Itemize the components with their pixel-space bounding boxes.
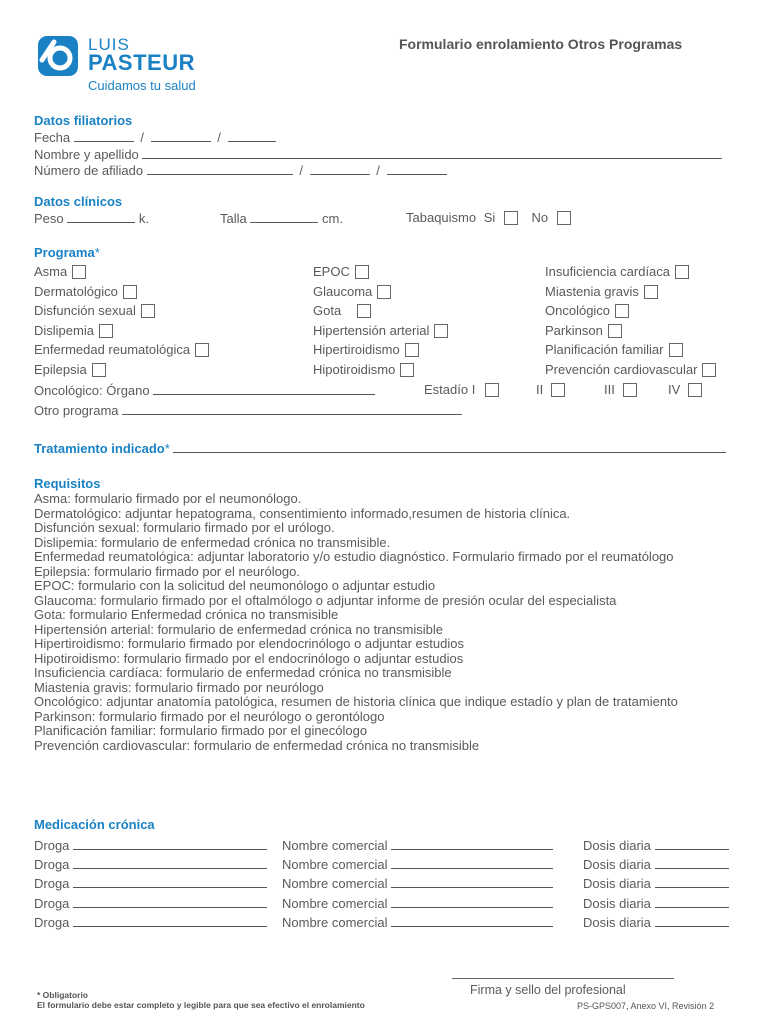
tratamiento-row [34, 440, 726, 456]
program-label: Planificación familiar [545, 342, 664, 357]
medicacion-row [583, 856, 729, 872]
nombre-comercial-label: Nombre comercial [282, 857, 388, 872]
medicacion-row [583, 895, 729, 911]
glaucoma-checkbox[interactable] [377, 285, 391, 299]
section-datos-filiatorios: Datos filiatorios [34, 113, 133, 128]
planificacion-checkbox[interactable] [669, 343, 683, 357]
tabaquismo-no-checkbox[interactable] [557, 211, 571, 225]
programa-item-reumatologica [34, 342, 209, 357]
talla-label: Talla [220, 211, 247, 226]
dosis-field[interactable] [655, 856, 729, 869]
peso-label: Peso [34, 211, 64, 226]
program-label: EPOC [313, 264, 350, 279]
programa-item-insuficiencia [545, 264, 689, 279]
nombre-comercial-label: Nombre comercial [282, 896, 388, 911]
talla-unit: cm. [322, 211, 343, 226]
document-code: PS-GPS007, Anexo VI, Revisión 2 [577, 1001, 715, 1011]
program-label: Epilepsia [34, 362, 87, 377]
estadio-iii [604, 382, 637, 397]
talla-row [220, 210, 343, 226]
reumatologica-checkbox[interactable] [195, 343, 209, 357]
section-programa [34, 245, 100, 260]
firma-label: Firma y sello del profesional [470, 983, 626, 997]
gota-checkbox[interactable] [357, 304, 371, 318]
dosis-label: Dosis diaria [583, 838, 651, 853]
nombre-comercial-label: Nombre comercial [282, 838, 388, 853]
afiliado-field-1[interactable] [147, 162, 293, 175]
obligatorio-note: * Obligatorio [37, 990, 88, 1000]
tratamiento-title: Tratamiento indicado [34, 441, 165, 456]
requisito-item: Gota: formulario Enfermedad crónica no transmisible [34, 607, 339, 622]
medicacion-row [34, 837, 267, 853]
program-label: Insuficiencia cardíaca [545, 264, 671, 279]
dosis-field[interactable] [655, 875, 729, 888]
oncologico-organo-label: Oncológico: Órgano [34, 383, 150, 398]
hipotiroidismo-checkbox[interactable] [400, 363, 414, 377]
disfuncion-checkbox[interactable] [141, 304, 155, 318]
dosis-label: Dosis diaria [583, 876, 651, 891]
miastenia-checkbox[interactable] [644, 285, 658, 299]
insuficiencia-checkbox[interactable] [675, 265, 689, 279]
program-label: Hipotiroidismo [313, 362, 396, 377]
program-label: Disfunción sexual [34, 303, 136, 318]
peso-field[interactable] [67, 210, 135, 223]
medicacion-row [34, 856, 267, 872]
requisito-item: Miastenia gravis: formulario firmado por neurólogo [34, 679, 324, 695]
afiliado-sep1: / [299, 163, 303, 178]
afiliado-label: Número de afiliado [34, 163, 144, 178]
tabaquismo-no-label: No [531, 210, 549, 225]
form-title: Formulario enrolamiento Otros Programas [399, 36, 683, 52]
dosis-label: Dosis diaria [583, 857, 651, 872]
dislipemia-checkbox[interactable] [99, 324, 113, 338]
programa-item-miastenia [545, 284, 658, 299]
fecha-sep1: / [140, 130, 145, 145]
requisito-item: Prevención cardiovascular: formulario de enfermedad crónica no transmisible [34, 737, 480, 753]
requisito-item: Hipertiroidismo: formulario firmado por elendocrinólogo o adjuntar estudios [34, 636, 464, 651]
medicacion-row [583, 875, 729, 891]
programa-item-dermatologico [34, 284, 137, 299]
program-label: Prevención cardiovascular [545, 362, 698, 377]
dosis-field[interactable] [655, 914, 729, 927]
completitud-note: El formulario debe estar completo y legible para que sea efectivo el enrolamiento [37, 1000, 365, 1010]
program-label: Gota [313, 303, 342, 318]
requisito-item: Planificación familiar: formulario firmado por el ginecólogo [34, 723, 368, 738]
estadio-ii-checkbox[interactable] [551, 383, 565, 397]
afiliado-sep2: / [376, 163, 380, 178]
droga-label: Droga [34, 857, 70, 872]
afiliado-field-2[interactable] [310, 162, 370, 175]
programa-item-oncologico [545, 303, 629, 318]
droga-label: Droga [34, 915, 70, 930]
tabaquismo-si-label: Si [483, 210, 496, 225]
prevencion-checkbox[interactable] [702, 363, 716, 377]
hipertiroidismo-checkbox[interactable] [405, 343, 419, 357]
estadio-i-checkbox[interactable] [485, 383, 499, 397]
nombre-field[interactable] [142, 146, 722, 159]
asma-checkbox[interactable] [72, 265, 86, 279]
program-label: Parkinson [545, 323, 603, 338]
programa-item-asma [34, 264, 86, 279]
dosis-field[interactable] [655, 837, 729, 850]
programa-item-hipertiroidismo [313, 342, 419, 357]
requisito-item: Dislipemia: formulario de enfermedad crónica no transmisible. [34, 534, 391, 550]
fecha-day-field[interactable] [74, 129, 134, 142]
estadio-i-label: Estadío I [424, 382, 476, 397]
epilepsia-checkbox[interactable] [92, 363, 106, 377]
afiliado-field-3[interactable] [387, 162, 447, 175]
droga-field[interactable] [73, 837, 267, 850]
requisito-item: Insuficiencia cardíaca: formulario de enfermedad crónica no transmisible [34, 665, 452, 680]
nombre-comercial-field[interactable] [391, 914, 553, 927]
medicacion-row [282, 856, 553, 872]
requisito-item: Hipotiroidismo: formulario firmado por el endocrinólogo o adjuntar estudios [34, 650, 464, 666]
droga-label: Droga [34, 876, 70, 891]
programa-item-gota [313, 303, 371, 318]
section-datos-clinicos: Datos clínicos [34, 194, 123, 209]
logo-line1: LUIS [88, 35, 130, 54]
fecha-year-field[interactable] [228, 129, 276, 142]
fecha-row [34, 129, 276, 145]
droga-field[interactable] [73, 914, 267, 927]
programa-item-parkinson [545, 323, 622, 338]
nombre-row [34, 146, 722, 162]
tabaquismo-si-checkbox[interactable] [504, 211, 518, 225]
requisito-item: EPOC: formulario con la solicitud del neumonólogo o adjuntar estudio [34, 578, 436, 593]
programa-item-prevencion [545, 362, 716, 377]
fecha-sep2: / [217, 130, 221, 145]
fecha-label: Fecha [34, 130, 71, 145]
requisito-item: Hipertensión arterial: formulario de enfermedad crónica no transmisible [34, 621, 443, 637]
programa-item-hipotiroidismo [313, 362, 414, 377]
logo-line2: PASTEUR [88, 50, 195, 75]
program-label: Enfermedad reumatológica [34, 342, 191, 357]
otro-programa-field[interactable] [122, 402, 462, 415]
requisito-item: Parkinson: formulario firmado por el neurólogo o gerontólogo [34, 708, 385, 724]
medicacion-row [282, 837, 553, 853]
droga-field[interactable] [73, 895, 267, 908]
dosis-label: Dosis diaria [583, 896, 651, 911]
requisito-item: Enfermedad reumatológica: adjuntar laboratorio y/o estudio diagnóstico. Formulario firmado por el reumatólogo [34, 549, 674, 564]
programa-item-disfuncion [34, 303, 155, 318]
requisito-item: Dermatológico: adjuntar hepatograma, consentimiento informado,resumen de historia clínica. [34, 505, 571, 521]
requisito-item: Epilepsia: formulario firmado por el neurólogo. [34, 563, 300, 579]
estadio-i [424, 382, 499, 397]
peso-row [34, 210, 149, 226]
requisito-item: Disfunción sexual: formulario firmado por el urólogo. [34, 520, 335, 535]
medicacion-row [583, 837, 729, 853]
programa-title: Programa [34, 245, 95, 260]
estadio-iv-checkbox[interactable] [688, 383, 702, 397]
medicacion-row [583, 914, 729, 930]
nombre-comercial-field[interactable] [391, 895, 553, 908]
parkinson-checkbox[interactable] [608, 324, 622, 338]
droga-label: Droga [34, 896, 70, 911]
dosis-label: Dosis diaria [583, 915, 651, 930]
oncologico-organo-row [34, 382, 375, 398]
programa-item-hipertension [313, 323, 448, 338]
nombre-comercial-label: Nombre comercial [282, 876, 388, 891]
medicacion-row [34, 875, 267, 891]
requisito-item: Asma: formulario firmado por el neumonólogo. [34, 491, 302, 506]
tratamiento-required-mark: * [164, 441, 170, 456]
peso-unit: k. [138, 211, 150, 226]
programa-item-glaucoma [313, 284, 391, 299]
program-label: Oncológico [545, 303, 611, 318]
estadio-ii [536, 382, 565, 397]
afiliado-row [34, 162, 447, 178]
dermatologico-checkbox[interactable] [123, 285, 137, 299]
logo-mark-icon [36, 34, 80, 78]
estadio-iv-label: IV [668, 382, 681, 397]
nombre-label: Nombre y apellido [34, 147, 139, 162]
program-label: Dermatológico [34, 284, 118, 299]
firma-line[interactable] [452, 978, 674, 979]
medicacion-row [282, 875, 553, 891]
nombre-comercial-field[interactable] [391, 875, 553, 888]
tabaquismo-label: Tabaquismo [406, 210, 477, 225]
oncologico-checkbox[interactable] [615, 304, 629, 318]
estadio-ii-label: II [536, 382, 544, 397]
estadio-iii-label: III [604, 382, 615, 397]
tabaquismo-row [406, 210, 571, 225]
droga-field[interactable] [73, 856, 267, 869]
nombre-comercial-field[interactable] [391, 856, 553, 869]
nombre-comercial-label: Nombre comercial [282, 915, 388, 930]
talla-field[interactable] [250, 210, 318, 223]
medicacion-row [282, 914, 553, 930]
dosis-field[interactable] [655, 895, 729, 908]
programa-item-epilepsia [34, 362, 106, 377]
requisito-item: Oncológico: adjuntar anatomía patológica, resumen de historia clínica que indique estadío y plan de tratamiento [34, 694, 678, 709]
requisito-item: Glaucoma: formulario firmado por el oftalmólogo o adjuntar informe de presión ocular del especialista [34, 592, 617, 608]
requisitos-list [34, 492, 749, 753]
medicacion-row [34, 914, 267, 930]
medicacion-row [282, 895, 553, 911]
program-label: Hipertiroidismo [313, 342, 400, 357]
logo-tagline: Cuidamos tu salud [88, 78, 196, 93]
estadio-iii-checkbox[interactable] [623, 383, 637, 397]
droga-label: Droga [34, 838, 70, 853]
epoc-checkbox[interactable] [355, 265, 369, 279]
programa-item-epoc [313, 264, 369, 279]
program-label: Glaucoma [313, 284, 373, 299]
programa-item-dislipemia [34, 323, 113, 338]
programa-item-planificacion [545, 342, 683, 357]
estadio-iv [668, 382, 702, 397]
program-label: Miastenia gravis [545, 284, 639, 299]
medicacion-row [34, 895, 267, 911]
fecha-month-field[interactable] [151, 129, 211, 142]
otro-programa-row [34, 402, 462, 418]
program-label: Hipertensión arterial [313, 323, 430, 338]
section-requisitos: Requisitos [34, 476, 101, 491]
droga-field[interactable] [73, 875, 267, 888]
programa-required-mark: * [94, 245, 100, 260]
program-label: Dislipemia [34, 323, 94, 338]
otro-programa-label: Otro programa [34, 403, 119, 418]
organo-field[interactable] [153, 382, 375, 395]
section-medicacion: Medicación crónica [34, 817, 155, 832]
hipertension-checkbox[interactable] [434, 324, 448, 338]
program-label: Asma [34, 264, 68, 279]
nombre-comercial-field[interactable] [391, 837, 553, 850]
tratamiento-field[interactable] [173, 440, 726, 453]
